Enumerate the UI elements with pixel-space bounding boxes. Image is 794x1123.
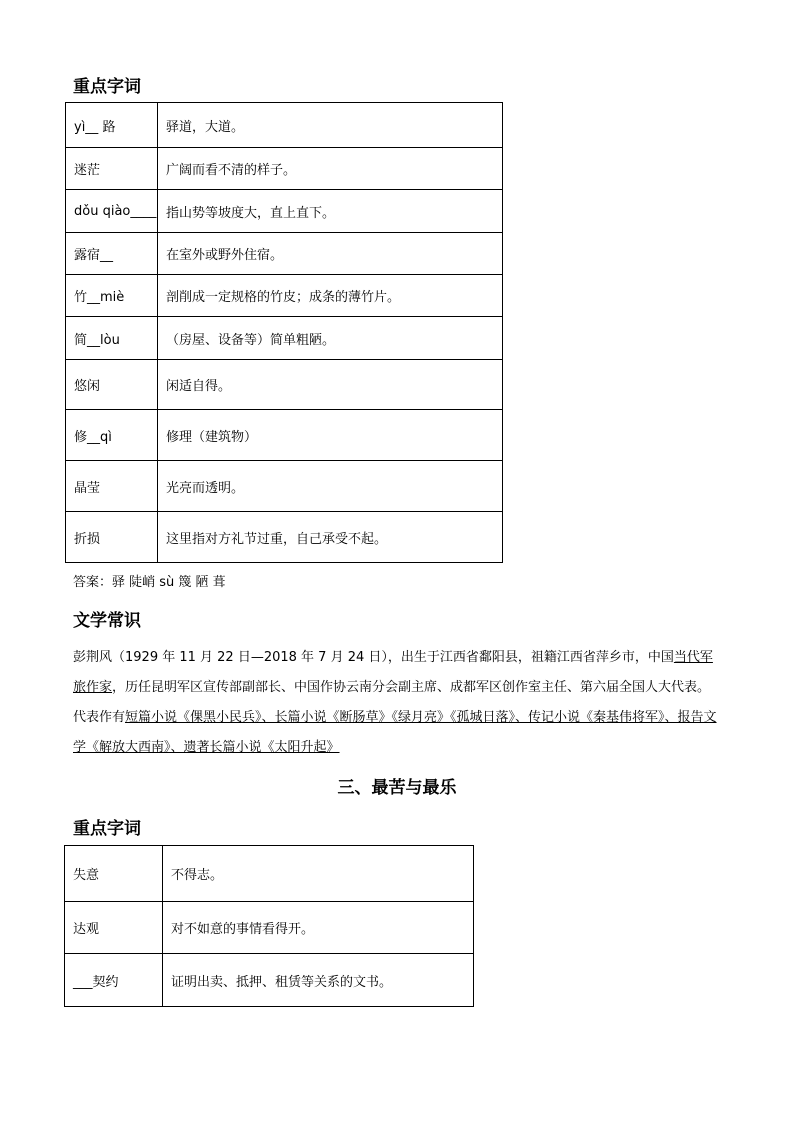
- term-cell: 悠闲: [66, 360, 158, 410]
- table-row: [65, 902, 474, 954]
- term-cell: 晶莹: [66, 461, 158, 512]
- term-cell: 折损: [66, 512, 158, 563]
- definition-cell: 不得志。: [163, 846, 474, 902]
- table-row: [66, 148, 503, 190]
- table-row: [66, 360, 503, 410]
- definition-cell: 证明出卖、抵押、租赁等关系的文书。: [163, 954, 474, 1007]
- underlined-text: 当代军旅作家: [73, 650, 713, 695]
- table-row: [66, 410, 503, 461]
- definition-cell: 剖削成一定规格的竹皮；成条的薄竹片。: [158, 275, 503, 317]
- term-cell: 修__qì: [66, 410, 158, 461]
- section-heading-key-words-2: 重点字词: [73, 819, 141, 839]
- underlined-works: 短篇小说《倮黑小民兵》、长篇小说《断肠草》《绿月亮》《孤城日落》、传记小说《秦基伟将军》、报告文学《解放大西南》、遗著长篇小说《太阳升起》: [73, 710, 717, 755]
- answer-line: 答案：驿 陡峭 sù 篾 陋 葺: [73, 575, 226, 590]
- term-cell: 竹__miè: [66, 275, 158, 317]
- table-row: [66, 233, 503, 275]
- definition-cell: 对不如意的事情看得开。: [163, 902, 474, 954]
- table-row: [66, 461, 503, 512]
- table-row: [66, 275, 503, 317]
- table-row: [65, 954, 474, 1007]
- vocab-table-2: [64, 845, 474, 1007]
- definition-cell: 这里指对方礼节过重，自己承受不起。: [158, 512, 503, 563]
- term-cell: 简__lòu: [66, 317, 158, 360]
- definition-cell: （房屋、设备等）简单粗陋。: [158, 317, 503, 360]
- paragraph-text: 彭荆风（1929 年 11 月 22 日—2018 年 7 月 24 日），出生于江西省鄱阳县，祖籍江西省萍乡市，中国: [73, 650, 674, 665]
- term-cell: 露宿__: [66, 233, 158, 275]
- definition-cell: 指山势等坡度大，直上直下。: [158, 190, 503, 233]
- table-row: [65, 846, 474, 902]
- term-cell: dǒu qiào____: [66, 190, 158, 233]
- lesson-title: 三、最苦与最乐: [337, 778, 457, 798]
- term-cell: 失意: [65, 846, 163, 902]
- table-row: [66, 103, 503, 148]
- section-heading-key-words: 重点字词: [73, 77, 141, 97]
- section-heading-literature: 文学常识: [73, 611, 141, 631]
- definition-cell: 闲适自得。: [158, 360, 503, 410]
- definition-cell: 修理（建筑物）: [158, 410, 503, 461]
- definition-cell: 光亮而透明。: [158, 461, 503, 512]
- term-cell: yì__ 路: [66, 103, 158, 148]
- term-cell: 达观: [65, 902, 163, 954]
- table-row: [66, 317, 503, 360]
- definition-cell: 广阔而看不清的样子。: [158, 148, 503, 190]
- definition-cell: 在室外或野外住宿。: [158, 233, 503, 275]
- term-cell: ___契约: [65, 954, 163, 1007]
- paragraph-text: ，历任昆明军区宣传部副部长、中国作协云南分会副主席、成都军区创作室主任、第六届全国人大代表。代表作有: [73, 680, 711, 725]
- definition-cell: 驿道，大道。: [158, 103, 503, 148]
- term-cell: 迷茫: [66, 148, 158, 190]
- table-row: [66, 512, 503, 563]
- table-row: [66, 190, 503, 233]
- vocab-table-1: [65, 102, 503, 563]
- literature-paragraph: [73, 643, 723, 763]
